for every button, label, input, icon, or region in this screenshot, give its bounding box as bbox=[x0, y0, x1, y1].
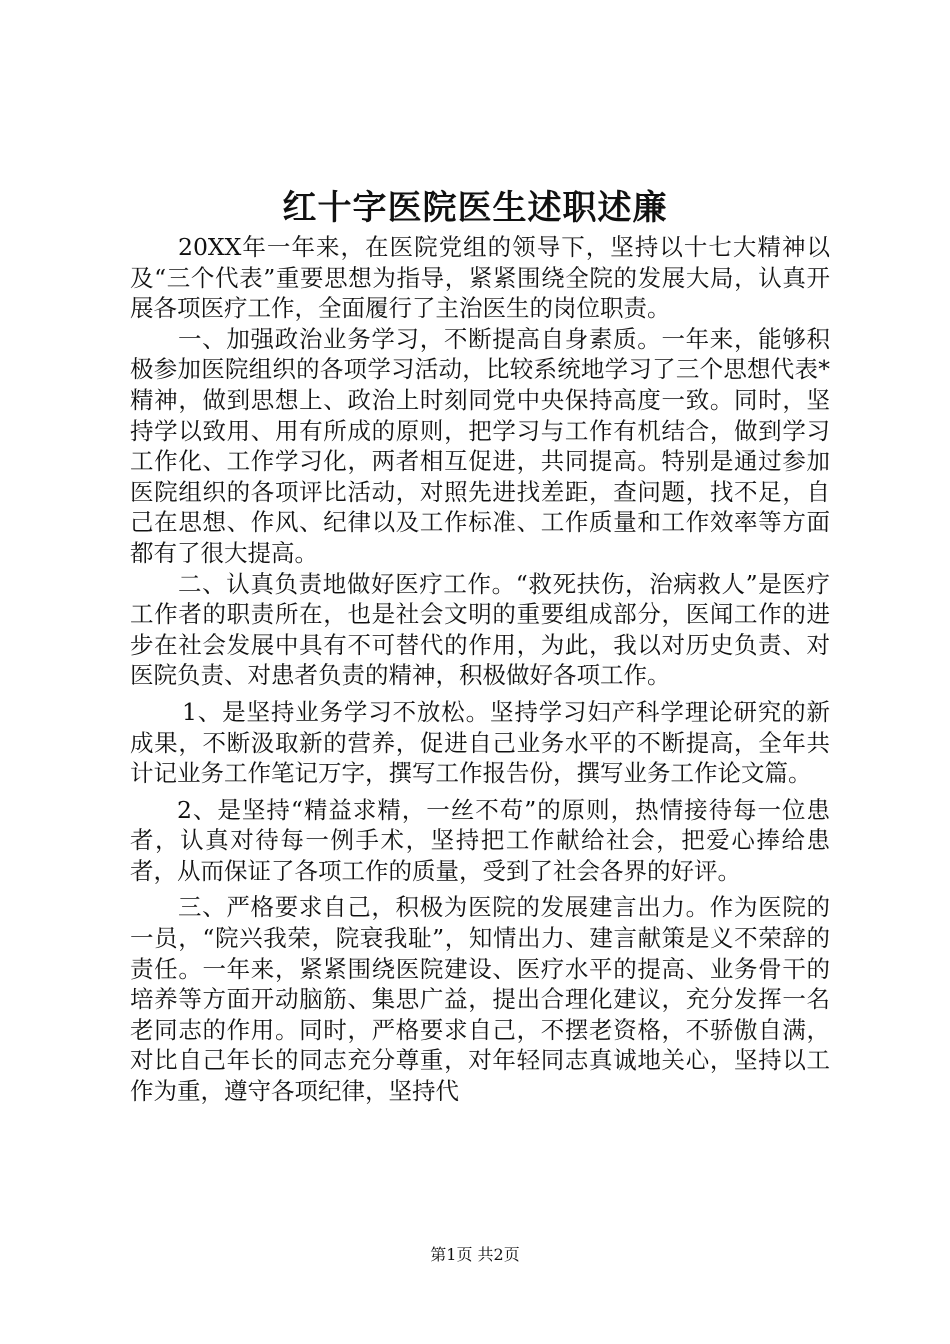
paragraph-item-2: 2、是坚持“精益求精，一丝不苟”的原则，热情接待每一位患者，认真对待每一例手术，坚持把工作献给社会，把爱心捧给患者，从而保证了各项工作的质量，受到了社会各界的好评。 bbox=[130, 795, 830, 885]
paragraph-item-1: 1、是坚持业务学习不放松。坚持学习妇产科学理论研究的新成果，不断汲取新的营养，促进自己业务水平的不断提高，全年共计记业务工作笔记万字，撰写工作报告份，撰写业务工作论文篇。 bbox=[130, 697, 830, 788]
paragraph-section-2: 二、认真负责地做好医疗工作。“救死扶伤，治病救人”是医疗工作者的职责所在，也是社会文明的重要组成部分，医闻工作的进步在社会发展中具有不可替代的作用，为此，我以对历史负责、对医院负责、对患者负责的精神，积极做好各项工作。 bbox=[130, 569, 830, 690]
paragraph-intro: 20XX年一年来，在医院党组的领导下，坚持以十七大精神以及“三个代表”重要思想为指导，紧紧围绕全院的发展大局，认真开展各项医疗工作，全面履行了主治医生的岗位职责。 bbox=[130, 233, 830, 323]
document-body bbox=[130, 232, 830, 1107]
paragraph-section-3: 三、严格要求自己，积极为医院的发展建言出力。作为医院的一员，“院兴我荣，院衰我耻”，知情出力、建言献策是义不荣辞的责任。一年来，紧紧围绕医院建设、医疗水平的提高、业务骨干的培养等方面开动脑筋、集思广益，提出合理化建议，充分发挥一名老同志的作用。同时，严格要求自己，不摆老资格，不骄傲自满，对比自己年长的同志充分尊重，对年轻同志真诚地关心，坚持以工作为重，遵守各项纪律，坚持代 bbox=[130, 893, 830, 1106]
document-title: 红十字医院医生述职述廉 bbox=[282, 188, 668, 228]
page-footer: 第1页 共2页 bbox=[430, 1245, 520, 1264]
paragraph-section-1: 一、加强政治业务学习，不断提高自身素质。一年来，能够积极参加医院组织的各项学习活动，比较系统地学习了三个思想代表*精神，做到思想上、政治上时刻同党中央保持高度一致。同时，坚持学以致用、用有所成的原则，把学习与工作有机结合，做到学习工作化、工作学习化，两者相互促进，共同提高。特别是通过参加医院组织的各项评比活动，对照先进找差距，查问题，找不足，自己在思想、作风、纪律以及工作标准、工作质量和工作效率等方面都有了很大提高。 bbox=[130, 324, 830, 567]
